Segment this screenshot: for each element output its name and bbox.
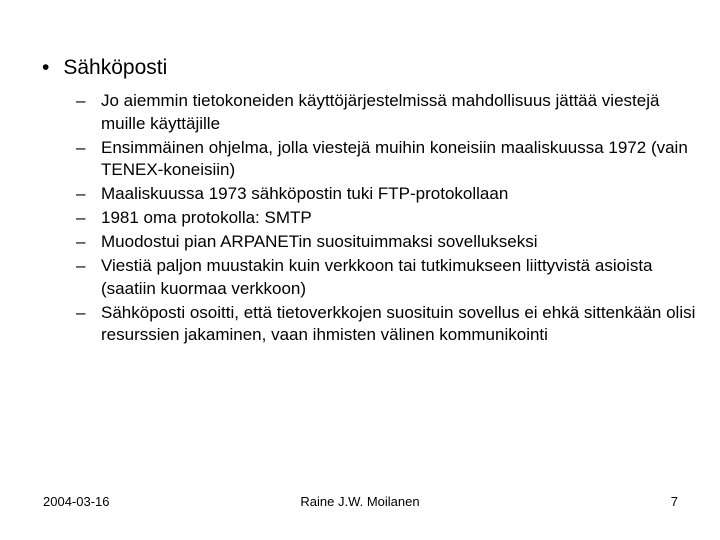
sub-bullet bbox=[76, 207, 696, 230]
main-bullet bbox=[42, 54, 167, 82]
dash-marker: – bbox=[76, 302, 86, 322]
sub-bullet-text: Jo aiemmin tietokoneiden käyttöjärjestelmissä mahdollisuus jättää viestejä muille käyttäjille bbox=[101, 91, 660, 133]
sub-bullet-text: Muodostui pian ARPANETin suosituimmaksi sovellukseksi bbox=[101, 232, 538, 251]
main-bullet-text: Sähköposti bbox=[63, 56, 168, 79]
dash-marker: – bbox=[76, 137, 86, 157]
sub-bullet-text: Maaliskuussa 1973 sähköpostin tuki FTP-protokollaan bbox=[101, 184, 509, 203]
page-number: 7 bbox=[670, 494, 678, 509]
sub-bullet-text: 1981 oma protokolla: SMTP bbox=[101, 208, 312, 227]
sub-bullet bbox=[76, 90, 696, 135]
sub-bullet bbox=[76, 302, 696, 347]
sub-bullet bbox=[76, 137, 696, 182]
dash-marker: – bbox=[76, 256, 86, 275]
sub-bullet-text: Viestiä paljon muustakin kuin verkkoon tai tutkimukseen liittyvistä asioista (saatiin kuormaa verkkoon) bbox=[101, 256, 653, 298]
sub-bullet bbox=[76, 255, 696, 300]
sub-bullet-text: Ensimmäinen ohjelma, jolla viestejä muihin koneisiin maaliskuussa 1972 (vain TENEX-koneisiin) bbox=[101, 137, 688, 179]
sub-bullet bbox=[76, 183, 696, 206]
dash-marker: – bbox=[76, 184, 86, 203]
dash-marker: – bbox=[76, 208, 86, 227]
bullet-marker: • bbox=[42, 56, 50, 79]
dash-marker: – bbox=[76, 91, 86, 110]
sub-bullet-text: Sähköposti osoitti, että tietoverkkojen suosituin sovellus ei ehkä sittenkään olisi resurssien jakaminen, vaan ihmisten välinen kommunikointi bbox=[101, 302, 696, 344]
sub-bullet bbox=[76, 231, 696, 254]
footer-date: 2004-03-16 bbox=[43, 494, 110, 509]
dash-marker: – bbox=[76, 232, 86, 251]
footer-author: Raine J.W. Moilanen bbox=[300, 494, 420, 509]
sub-bullet-list bbox=[76, 90, 696, 348]
